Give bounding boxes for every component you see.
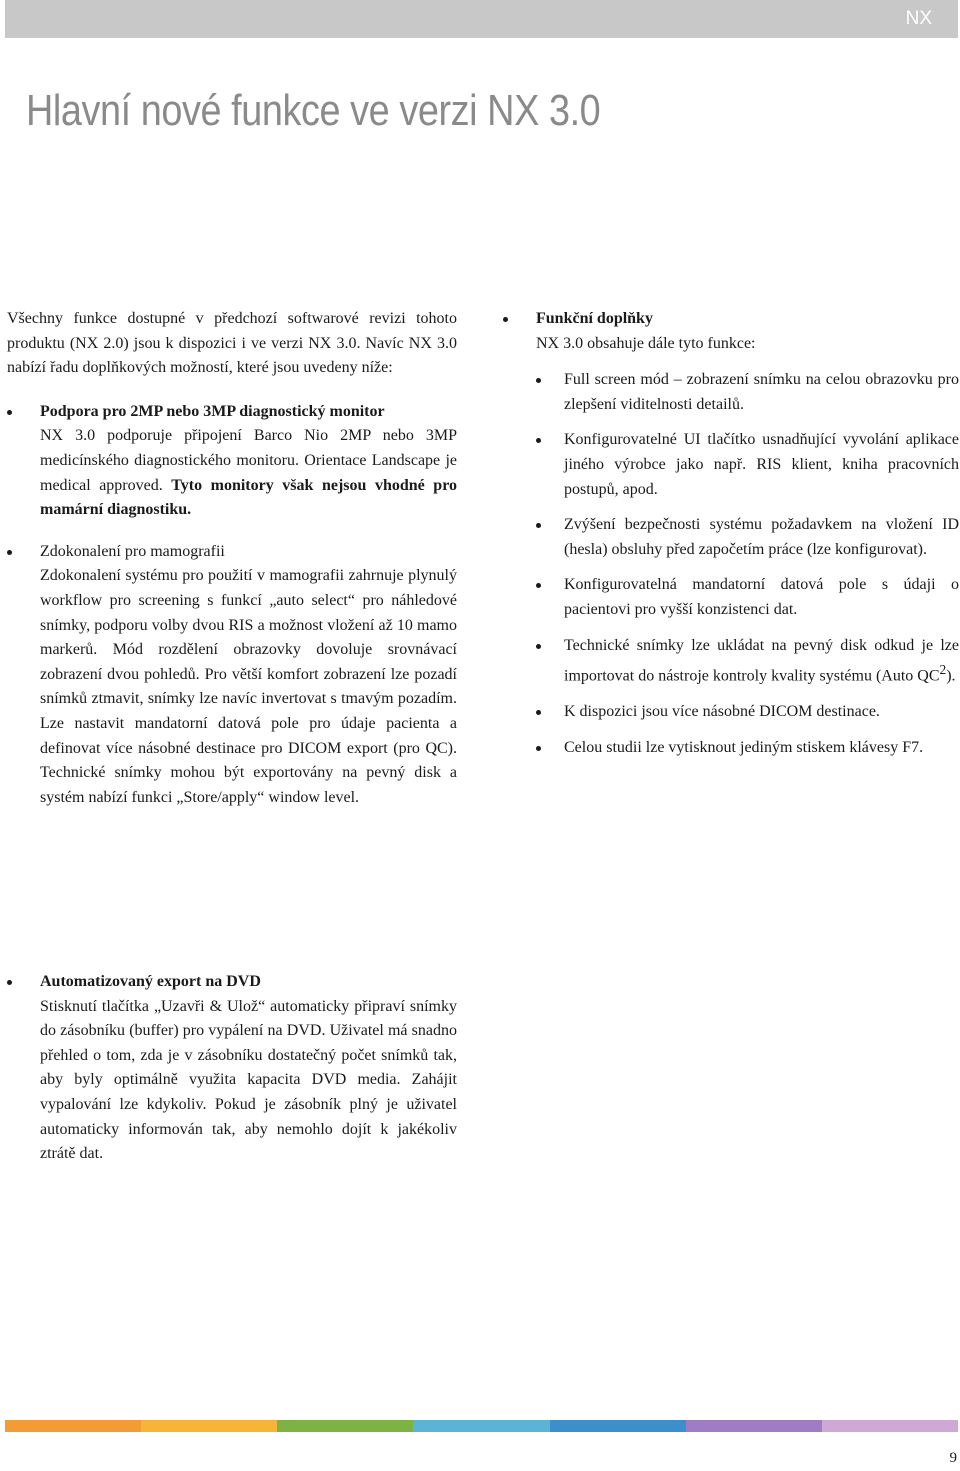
sub-item [536,736,959,761]
bullet-icon [536,378,541,383]
header-label: NX [905,8,932,29]
list-item [7,970,457,1167]
item-body: NX 3.0 obsahuje dále tyto funkce: [536,334,756,352]
bullet-icon [536,583,541,588]
intro-paragraph: Všechny funkce dostupné v předchozí softwarové revizi tohoto produktu (NX 2.0) jsou k dispozici i ve verzi NX 3.0. Navíc NX 3.0 nabízí řadu doplňkových možností, které jsou uvedeny níže: [7,310,457,377]
bullet-icon [536,523,541,528]
sub-item [536,428,959,502]
bullet-icon [536,710,541,715]
dvd-section [7,970,457,1184]
item-text: NX 3.0 podporuje připojení Barco Nio 2MP nebo 3MP medicínského diagnostického monitoru. Orientace Landscape je medical approved. [40,427,457,494]
bullet-icon [7,550,12,555]
right-column [503,307,959,777]
footer-segment [277,1420,413,1432]
sub-item-text: Celou studii lze vytisknout jediným stiskem klávesy F7. [564,738,924,756]
bullet-icon [503,317,508,322]
sub-item [536,368,959,417]
sub-item-text: Zvýšení bezpečnosti systému požadavkem na vložení ID (hesla) obsluhy před započetím práce (lze konfigurovat). [564,516,959,558]
left-column [7,307,457,827]
sub-item-text: Technické snímky lze ukládat na pevný disk odkud je lze importovat do nástroje kontroly kvality systému (Auto QC [564,636,959,685]
superscript: 2 [939,662,947,678]
sub-item [536,634,959,690]
footer-segment [5,1420,141,1432]
sub-item [536,513,959,562]
bullet-icon [536,644,541,649]
page-number: 9 [949,1450,957,1466]
sub-item-tail: ). [946,667,956,685]
bullet-icon [7,410,12,415]
footer-segment [822,1420,958,1432]
bullet-icon [7,980,12,985]
bullet-icon [536,438,541,443]
sub-item-text: Full screen mód – zobrazení snímku na celou obrazovku pro zlepšení viditelnosti detailů. [564,371,959,413]
list-item [7,540,457,811]
item-title: Funkční doplňky [536,310,653,327]
sub-item-text: Konfigurovatelná mandatorní datová pole s údaji o pacientovi pro vyšší konzistenci dat. [564,576,959,618]
footer-segment [550,1420,686,1432]
header-bar [5,0,958,38]
page-title: Hlavní nové funkce ve verzi NX 3.0 [26,86,601,135]
item-body [40,424,457,522]
footer-segment [141,1420,277,1432]
sub-item-text: Konfigurovatelné UI tlačítko usnadňující vyvolání aplikace jiného výrobce jako např. RIS klient, kniha pracovních postupů, apod. [564,431,959,498]
item-warning: Tyto monitory však nejsou vhodné pro mamární diagnostiku. [40,476,457,519]
list-item [7,400,457,523]
list-item [503,307,959,760]
item-body: Stisknutí tlačítka „Uzavři & Ulož“ automaticky připraví snímky do zásobníku (buffer) pro vypálení na DVD. Uživatel má snadno přehled o tom, zda je v zásobníku dostatečný počet snímků tak, aby byly optimálně využita kapacita DVD media. Zahájit vypalování lze kdykoliv. Pokud je zásobník plný je uživatel automaticky informován tak, aby nemohlo dojít k jakékoliv ztrátě dat. [40,997,457,1163]
item-body: Zdokonalení systému pro použití v mamografii zahrnuje plynulý workflow pro screening s funkcí „auto select“ pro náhledové snímky, podporu volby dvou RIS a možnost vložení až 10 mamo markerů. Mód rozdělení obrazovky dovoluje srovnávací zobrazení dvou pohledů. Pro větší komfort zobrazení lze pozadí snímků ztmavit, snímky lze navíc invertovat s tmavým pozadím. Lze nastavit mandatorní datová pole pro údaje pacienta a definovat více násobné destinace pro DICOM export (pro QC). Technické snímky mohou být exportovány na pevný disk a systém nabízí funkci „Store/apply“ window level. [40,567,457,806]
item-title: Automatizovaný export na DVD [40,973,261,990]
sub-item-text: K dispozici jsou více násobné DICOM destinace. [564,703,880,721]
sub-item [536,573,959,622]
sub-item [536,700,959,725]
footer-segment [686,1420,822,1432]
sub-list [536,368,959,760]
footer-color-bar [5,1420,958,1432]
footer-segment [413,1420,549,1432]
item-title: Podpora pro 2MP nebo 3MP diagnostický monitor [40,402,385,420]
item-title: Zdokonalení pro mamografii [40,542,225,560]
bullet-icon [536,746,541,751]
